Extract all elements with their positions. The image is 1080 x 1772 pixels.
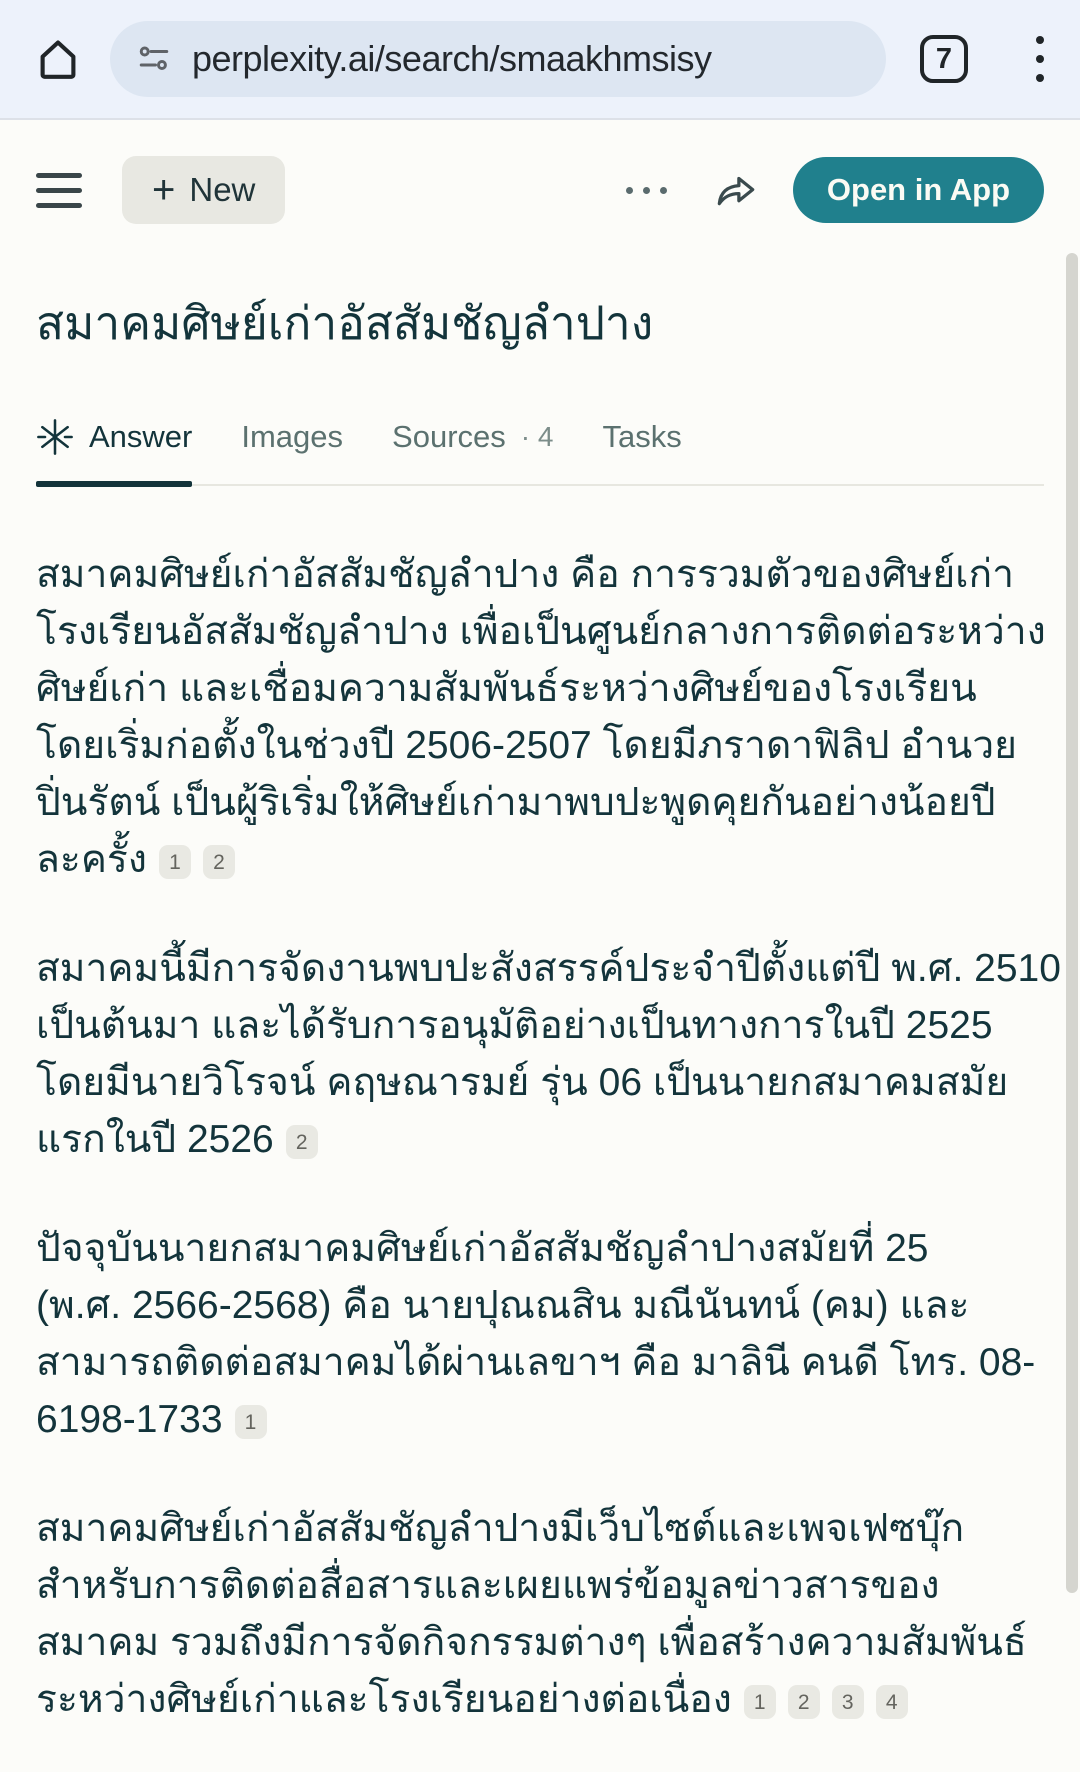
tab-images[interactable] — [241, 418, 343, 484]
text-line: ละครั้ง 1 2 — [36, 831, 1044, 888]
more-options-button[interactable] — [626, 187, 667, 194]
home-icon — [32, 33, 84, 85]
site-settings-icon[interactable] — [136, 41, 172, 77]
text-line: 6198-1733 1 — [36, 1391, 1044, 1448]
open-in-app-button[interactable] — [793, 157, 1044, 223]
text-line: ศิษย์เก่า และเชื่อมความสัมพันธ์ระหว่างศิษย์ของโรงเรียน — [36, 666, 977, 710]
dot — [1036, 74, 1044, 82]
text-line: โดยเริ่มก่อตั้งในช่วงปี 2506-2507 โดยมีภราดาฟิลิป อำนวย — [36, 723, 1018, 767]
tab-label: Sources — [392, 418, 506, 454]
perplexity-logo-icon — [36, 418, 74, 456]
perplexity-page — [0, 156, 1080, 1728]
answer-paragraph — [36, 1500, 1044, 1728]
citation-badge[interactable]: 1 — [235, 1405, 267, 1439]
answer-paragraph — [36, 1220, 1044, 1448]
browser-menu-button[interactable] — [1030, 36, 1050, 82]
text-line: สมาคมศิษย์เก่าอัสสัมชัญลำปาง คือ การรวมตัวของศิษย์เก่า — [36, 552, 1015, 596]
home-button[interactable] — [30, 31, 86, 87]
page-title: สมาคมศิษย์เก่าอัสสัมชัญลำปาง — [36, 297, 654, 349]
text-line: สมาคมนี้มีการจัดงานพบปะสังสรรค์ประจำปีตั้งแต่ปี พ.ศ. 2510 — [36, 946, 1061, 990]
share-icon — [713, 167, 759, 213]
text-line: ระหว่างศิษย์เก่าและโรงเรียนอย่างต่อเนื่อง 1 2 3 4 — [36, 1671, 1044, 1728]
tab-count: 7 — [935, 42, 953, 75]
bar — [36, 203, 82, 208]
menu-button[interactable] — [36, 173, 82, 208]
citation-badge[interactable]: 2 — [203, 845, 235, 879]
tab-answer[interactable] — [36, 418, 192, 484]
text-line: ปัจจุบันนายกสมาคมศิษย์เก่าอัสสัมชัญลำปางสมัยที่ 25 — [36, 1226, 929, 1270]
dot — [626, 187, 633, 194]
tab-label: Tasks — [602, 418, 682, 454]
tab-label: Answer — [89, 418, 193, 454]
dot — [643, 187, 650, 194]
browser-top-bar — [0, 0, 1080, 120]
dot — [1036, 55, 1044, 63]
bar — [36, 173, 82, 178]
text-line: สำหรับการติดต่อสื่อสารและเผยแพร่ข้อมูลข่าวสารของ — [36, 1563, 940, 1607]
text-line: แรกในปี 2526 2 — [36, 1111, 1044, 1168]
tab-source-count: · 4 — [520, 420, 554, 452]
citation-badge[interactable]: 1 — [744, 1685, 776, 1719]
tab-label: Images — [241, 418, 344, 454]
tab-switcher-button[interactable] — [920, 35, 968, 83]
text-line: โรงเรียนอัสสัมชัญลำปาง เพื่อเป็นศูนย์กลางการติดต่อระหว่าง — [36, 609, 1046, 653]
open-in-app-label: Open in App — [826, 172, 1010, 207]
citation-badge[interactable]: 2 — [788, 1685, 820, 1719]
citation-badge[interactable]: 3 — [832, 1685, 864, 1719]
bar — [36, 188, 82, 193]
dot — [1036, 36, 1044, 44]
citation-badge[interactable]: 4 — [876, 1685, 908, 1719]
answer-paragraph — [36, 546, 1044, 888]
text-line: สามารถติดต่อสมาคมได้ผ่านเลขาฯ คือ มาลินี คนดี โทร. 08- — [36, 1340, 1036, 1384]
citation-badge[interactable]: 2 — [286, 1125, 318, 1159]
new-thread-button[interactable] — [122, 156, 285, 224]
tab-sources[interactable] — [392, 418, 553, 484]
dot — [660, 187, 667, 194]
new-button-label: New — [189, 171, 256, 208]
url-bar[interactable] — [110, 21, 886, 97]
text-line: ปิ่นรัตน์ เป็นผู้ริเริ่มให้ศิษย์เก่ามาพบปะพูดคุยกันอย่างน้อยปี — [36, 780, 996, 824]
scrollbar-thumb[interactable] — [1066, 253, 1078, 1593]
text-line: (พ.ศ. 2566-2568) คือ นายปุณณสิน มณีนันทน์ (คม) และ — [36, 1283, 970, 1327]
text-line: เป็นต้นมา และได้รับการอนุมัติอย่างเป็นทางการในปี 2525 — [36, 1003, 993, 1047]
text-line: โดยมีนายวิโรจน์ คฤษณารมย์ รุ่น 06 เป็นนายกสมาคมสมัย — [36, 1060, 1009, 1104]
url-text: perplexity.ai/search/smaakhmsisy — [192, 38, 712, 79]
text-line: สมาคมศิษย์เก่าอัสสัมชัญลำปางมีเว็บไซต์และเพจเฟซบุ๊ก — [36, 1506, 965, 1550]
citation-badge[interactable]: 1 — [159, 845, 191, 879]
app-header — [36, 156, 1044, 224]
tab-tasks[interactable] — [602, 418, 681, 484]
plus-icon: + — [152, 168, 176, 212]
share-button[interactable] — [713, 167, 759, 213]
answer-paragraph — [36, 940, 1061, 1168]
tab-bar — [36, 418, 1044, 486]
answer-content — [36, 546, 1061, 1728]
text-line: สมาคม รวมถึงมีการจัดกิจกรรมต่างๆ เพื่อสร้างความสัมพันธ์ — [36, 1620, 1027, 1664]
